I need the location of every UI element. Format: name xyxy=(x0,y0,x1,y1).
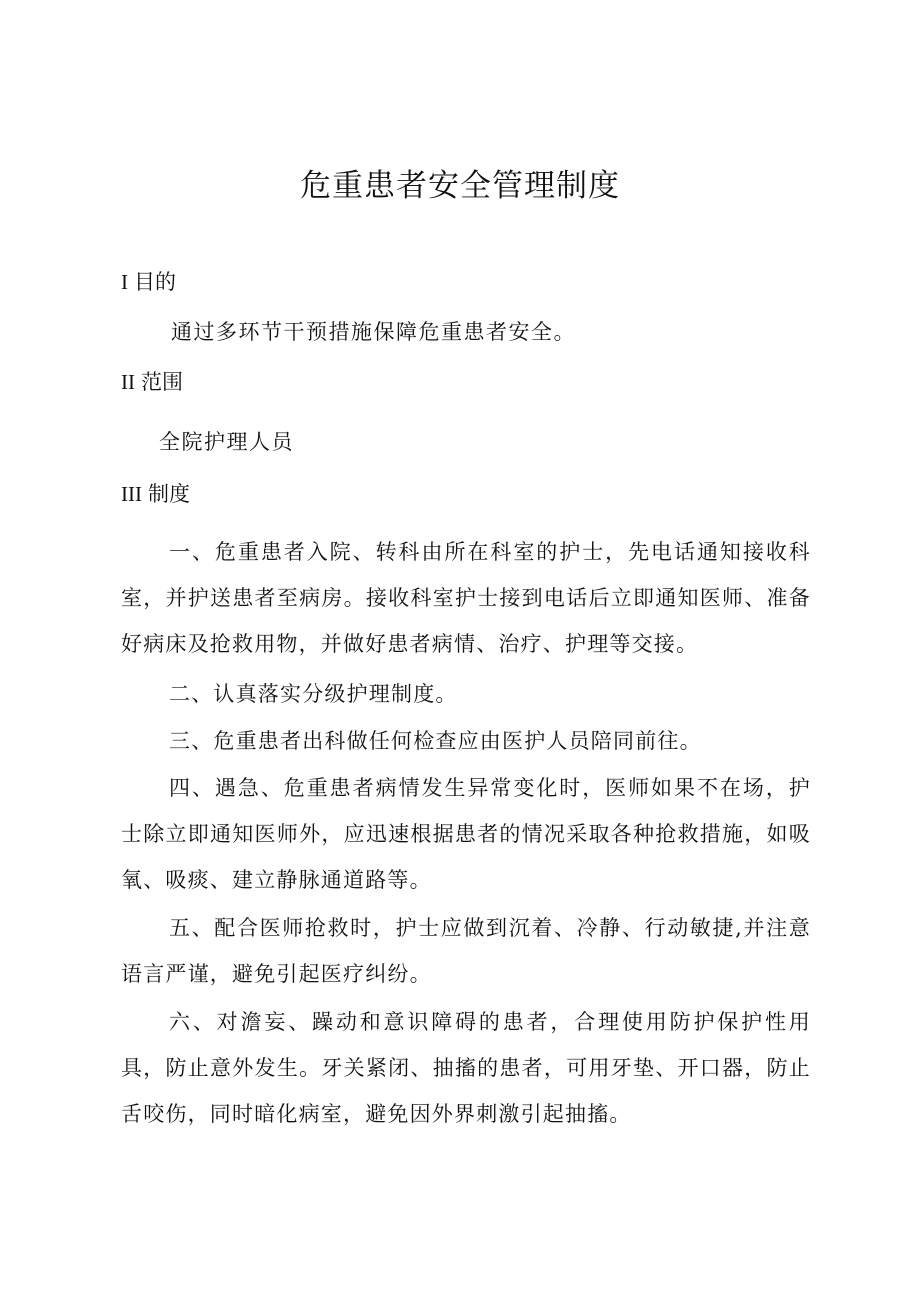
document-title: 危重患者安全管理制度 xyxy=(300,168,620,204)
section-heading-rules xyxy=(121,478,190,510)
section-number: I xyxy=(121,270,128,294)
section-number: III xyxy=(121,482,142,506)
rule-paragraph-4: 四、遇急、危重患者病情发生异常变化时，医师如果不在场，护士除立即通知医师外，应迅速根据患者的情况采取各种抢救措施，如吸氧、吸痰、建立静脉通道路等。 xyxy=(121,776,811,892)
section-heading-scope xyxy=(121,366,183,398)
rule-paragraph-6: 六、对澹妄、躁动和意识障碍的患者，合理使用防护保护性用具，防止意外发生。牙关紧闭、抽搐的患者，可用牙垫、开口器，防止舌咬伤，同时暗化病室，避免因外界刺激引起抽搐。 xyxy=(121,1010,811,1126)
rule-paragraph-1: 一、危重患者入院、转科由所在科室的护士，先电话通知接收科室，并护送患者至病房。接收科室护士接到电话后立即通知医师、准备好病床及抢救用物，并做好患者病情、治疗、护理等交接。 xyxy=(121,540,811,656)
rule-paragraph-3: 三、危重患者出科做任何检查应由医护人员陪同前往。 xyxy=(169,729,702,753)
section-heading-purpose xyxy=(121,266,176,298)
section-number: II xyxy=(121,370,135,394)
purpose-text: 通过多环节干预措施保障危重患者安全。 xyxy=(171,320,576,344)
section-title: 制度 xyxy=(147,482,190,506)
section-title: 目的 xyxy=(134,270,176,294)
scope-text: 全院护理人员 xyxy=(159,430,294,454)
rule-paragraph-2: 二、认真落实分级护理制度。 xyxy=(169,682,458,706)
section-title: 范围 xyxy=(141,370,183,394)
rule-paragraph-5: 五、配合医师抢救时，护士应做到沉着、冷静、行动敏捷,并注意语言严谨，避免引起医疗纠纷。 xyxy=(121,916,811,986)
